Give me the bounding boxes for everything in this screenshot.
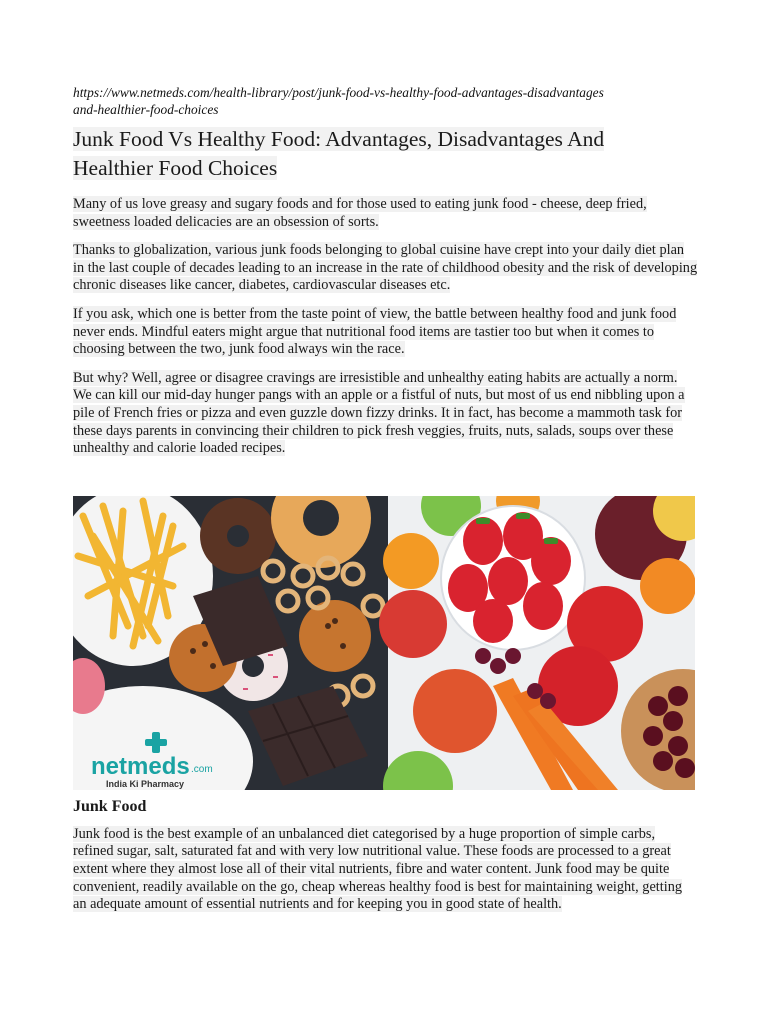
article-title-line-1: Junk Food Vs Healthy Food: Advantages, Disadvantages And [73,127,605,151]
apple [413,669,497,753]
article-title-line-2: Healthier Food Choices [73,156,278,180]
source-url-line-1[interactable]: https://www.netmeds.com/health-library/post/junk-food-vs-healthy-food-advantages-disadvantages [73,85,604,100]
document-page [73,84,698,925]
paragraph-text: If you ask, which one is better from the taste point of view, the battle between healthy food and junk food never ends. Mindful eaters might argue that nutritional food items are tastier too but when it comes to choosing between the two, junk food always win the race. [73,305,677,358]
paragraph-text: Junk food is the best example of an unbalanced diet categorised by a huge proportion of simple carbs, refined sugar, salt, saturated fat and with very low nutritional value. These foods are processed to a great extent where they almost lose all of their vital nutrients, fibre and water content. Junk food may be quite convenient, readily available on the go, cheap whereas healthy food is best for maintaining weight, getting an adequate amount of essential nutrients and for keeping you in good state of health. [73,825,683,913]
orange [383,533,439,589]
logo-domain: .com [191,763,213,775]
globalization-paragraph [73,242,698,295]
muffin [299,600,371,672]
section-heading-junk-food: Junk Food [73,797,147,815]
taste-paragraph [73,306,698,359]
food-illustration [73,496,695,790]
paragraph-text: Many of us love greasy and sugary foods and for those used to eating junk food - cheese, deep fried, sweetness loaded delicacies are an obsession of sorts. [73,196,647,230]
paragraph-text: But why? Well, agree or disagree cravings are irresistible and unhealthy eating habits are actually a norm. We can kill our mid-day hunger pangs with an apple or a fistful of nuts, but most of us end nibbling upon a pile of French fries or pizza and even guzzle down fizzy drinks. It in fact, has become a mammoth task for these days parents in convincing their children to pick fresh veggies, fruits, nuts, salads, soups over these unhealthy and calorie loaded recipes. [73,369,685,457]
article-title [73,126,698,184]
red-apple [379,590,447,658]
paragraph-text: Thanks to globalization, various junk foods belonging to global cuisine have crept into your daily diet plan in the last couple of decades leading to an increase in the rate of childhood obesity and the risk of developing chronic diseases like cancer, diabetes, cardiovascular diseases etc. [73,242,698,294]
source-url-line-2[interactable]: and-healthier-food-choices [73,102,219,117]
junk-vs-healthy-food-photo [73,496,695,790]
orange [640,558,695,614]
logo-wordmark: netmeds [91,752,190,780]
logo-tagline: India Ki Pharmacy [106,778,185,789]
intro-paragraph [73,196,698,231]
junk-food-paragraph [73,826,698,914]
source-url[interactable] [73,84,698,118]
cravings-paragraph [73,370,698,458]
